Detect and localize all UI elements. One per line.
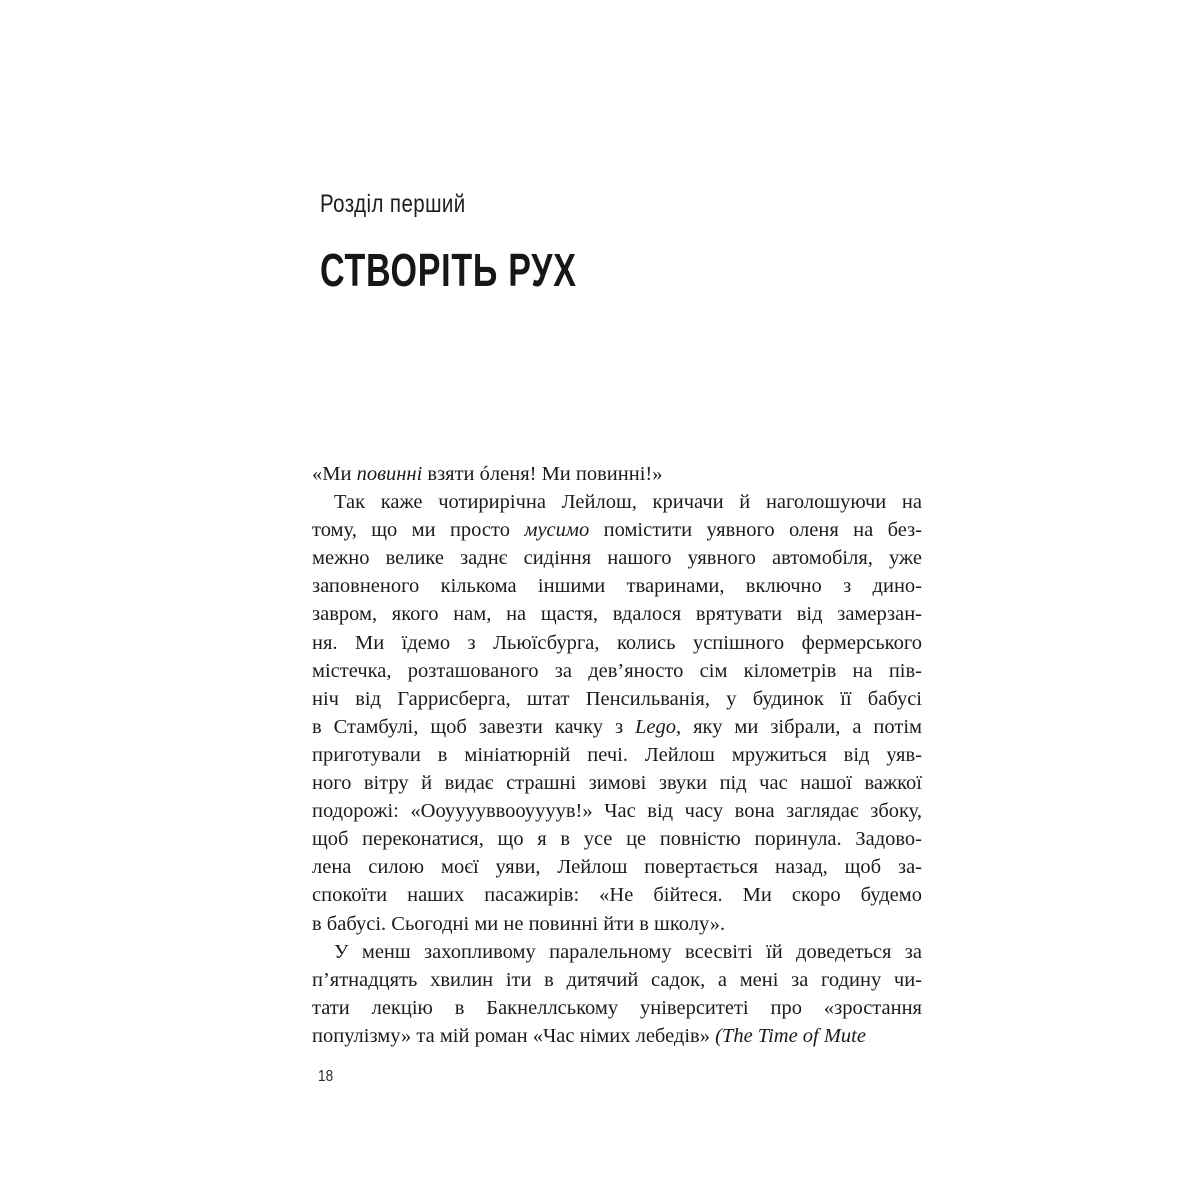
text-segment: тому, що ми просто — [312, 519, 525, 542]
text-segment: подорожі: «Ооууууввооуууув!» Час від часу вона заглядає збоку, — [312, 800, 922, 823]
text-segment: Так каже чотирирічна Лейлош, кричачи й наголошуючи на — [334, 491, 922, 514]
italic-text-segment: мусимо — [524, 519, 590, 542]
text-line — [312, 853, 922, 881]
text-line — [312, 685, 922, 713]
text-line — [312, 910, 922, 938]
text-segment: в Стамбулі, щоб завезти качку з — [312, 715, 636, 738]
text-line — [312, 488, 922, 516]
body-text — [312, 460, 922, 1050]
text-line — [312, 516, 922, 544]
text-segment: завром, якого нам, на щастя, вдалося врятувати від замерзан- — [312, 603, 922, 626]
text-line — [312, 544, 922, 572]
text-segment: взяти óленя! Ми повинні!» — [422, 463, 663, 485]
text-line — [312, 460, 922, 488]
text-segment: приготували в мініатюрній печі. Лейлош мружиться від уяв- — [312, 743, 922, 766]
text-segment: лена силою моєї уяви, Лейлош повертається назад, щоб за- — [312, 856, 922, 879]
text-segment: в бабусі. Сьогодні ми не повинні йти в школу». — [312, 912, 726, 935]
chapter-kicker: Розділ перший — [320, 190, 466, 218]
text-line — [312, 938, 922, 966]
italic-text-segment: Lego — [635, 715, 677, 738]
text-segment: «Ми — [312, 463, 357, 485]
italic-text-segment: (The Time of Mute — [715, 1024, 866, 1047]
text-line — [312, 657, 922, 685]
text-line — [312, 797, 922, 825]
text-segment: ніч від Гаррисберга, штат Пенсильванія, у будинок її бабусі — [312, 687, 922, 710]
text-line — [312, 1022, 922, 1050]
text-segment: спокоїти наших пасажирів: «Не бійтеся. Ми скоро будемо — [312, 884, 922, 907]
text-segment: популізму» та мій роман «Час німих лебедів» — [312, 1024, 716, 1047]
text-segment: помістити уявного оленя на без- — [589, 519, 922, 542]
chapter-title: СТВОРІТЬ РУХ — [320, 244, 577, 296]
text-segment: ного вітру й видає страшні зимові звуки під час нашої важкої — [312, 772, 922, 795]
text-line — [312, 994, 922, 1022]
page-number: 18 — [318, 1068, 334, 1085]
text-segment: ня. Ми їдемо з Льюїсбурга, колись успішного фермерського — [312, 631, 922, 654]
text-segment: тати лекцію в Бакнеллському університеті про «зростання — [312, 996, 922, 1019]
text-segment: , яку ми зібрали, а потім — [676, 715, 922, 738]
text-segment: У менш захопливому паралельному всесвіті їй доведеться за — [334, 940, 922, 963]
text-segment: щоб переконатися, що я в усе це повністю поринула. Задово- — [312, 828, 922, 851]
text-segment: заповненого кількома іншими тваринами, включно з дино- — [312, 575, 922, 598]
text-line — [312, 769, 922, 797]
italic-text-segment: повинні — [356, 463, 423, 485]
text-line — [312, 629, 922, 657]
text-line — [312, 966, 922, 994]
text-line — [312, 881, 922, 909]
text-segment: межно велике заднє сидіння нашого уявного автомобіля, уже — [312, 547, 922, 570]
text-segment: містечка, розташованого за дев’яносто сім кілометрів на пів- — [312, 659, 922, 682]
text-line — [312, 741, 922, 769]
text-line — [312, 600, 922, 628]
text-segment: п’ятнадцять хвилин іти в дитячий садок, а мені за годину чи- — [312, 968, 922, 991]
text-line — [312, 572, 922, 600]
text-line — [312, 825, 922, 853]
text-line — [312, 713, 922, 741]
